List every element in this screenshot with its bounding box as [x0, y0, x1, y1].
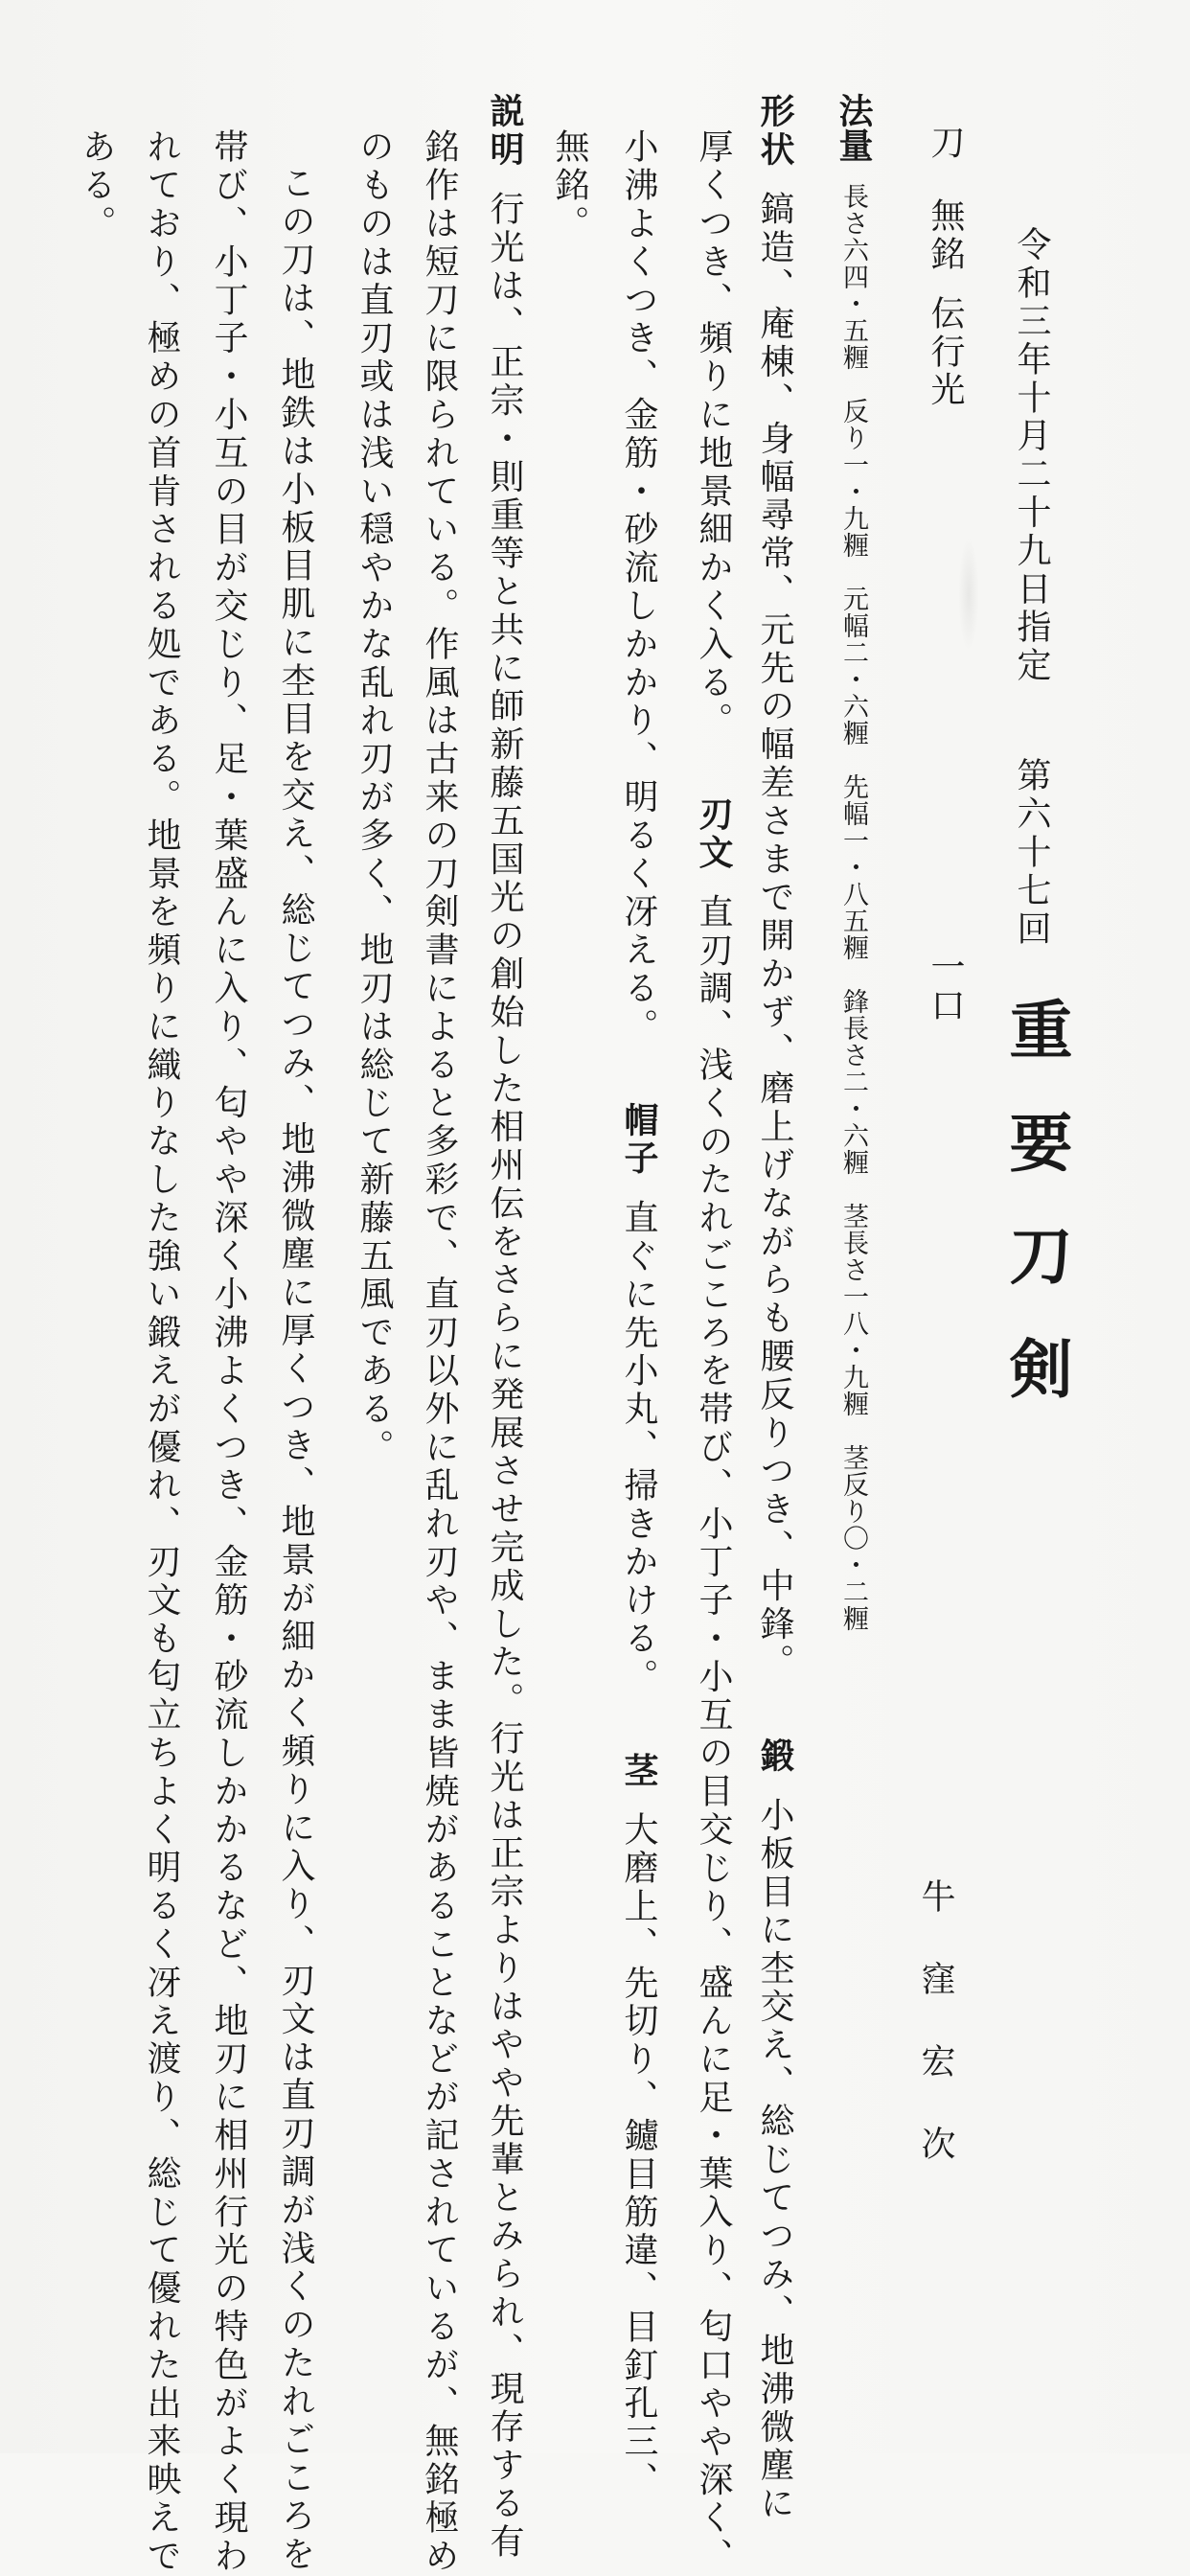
- item-inscription: 無銘: [926, 196, 965, 274]
- item-type: 刀: [926, 125, 965, 163]
- explanation-line-3: のものは直刃或は浅い穏やかな乱れ刃が多く、地刃は総じて新藤五風である。: [355, 128, 394, 1467]
- scan-smudge: [958, 537, 979, 652]
- kitae-text-2: 厚くつき、頻りに地景細かく入る。: [694, 128, 733, 741]
- explanation-p1-line1: 行光は、正宗・則重等と共に師新藤五国光の創始した相州伝をさらに発展させ完成した。行光は正宗よりはやや先輩とみられ、現存する有: [485, 190, 524, 2562]
- item-count: 一口: [926, 949, 965, 1025]
- measurements-label: 法量: [834, 93, 873, 162]
- shape-line-4: 無銘。: [550, 128, 589, 243]
- item-attribution: 伝行光: [926, 294, 965, 410]
- explanation-line-4: この刀は、地鉄は小板目肌に杢目を交え、総じてつみ、地沸微塵に厚くつき、地景が細かく頻りに入り、刃文は直刃調が浅くのたれごころを: [276, 165, 315, 2574]
- nakago-label: 茎: [619, 1752, 658, 1791]
- session-number: 第六十七回: [1012, 757, 1051, 949]
- explanation-line-1: [485, 93, 524, 2562]
- hamon-label: 刃文: [694, 795, 733, 873]
- explanation-line-2: 銘作は短刀に限られている。作風は古来の刀剣書によると多彩で、直刃以外に乱れ刃や、まま皆焼があることなどが記されているが、無銘極め: [420, 128, 459, 2576]
- explanation-line-7: ある。: [77, 128, 116, 243]
- shape-line-1: [755, 93, 794, 2523]
- kitae-text-1: 小板目に杢交え、総じてつみ、地沸微塵に: [755, 1796, 794, 2523]
- designation-date: 令和三年十月二十九日指定: [1012, 226, 1051, 685]
- shape-text: 鎬造、庵棟、身幅尋常、元先の幅差さまで開かず、磨上げながらも腰反りつき、中鋒。: [755, 190, 794, 1682]
- shape-line-2: [694, 128, 733, 2576]
- hamon-text-2: 小沸よくつき、金筋・砂流しかかり、明るく冴える。: [619, 128, 658, 1046]
- hamon-text-1: 直刃調、浅くのたれごころを帯び、小丁子・小互の目交じり、盛んに足・葉入り、匂口やや深く、: [694, 893, 733, 2576]
- measurements-text: 長さ六四・五糎 反り一・九糎 元幅二・六糎 先幅一・八五糎 鋒長さ二・六糎 茎長さ一八・九糎 茎反り〇・二糎: [838, 183, 868, 1632]
- kitae-label: 鍛: [755, 1736, 794, 1776]
- nakago-text-1: 大磨上、先切り、鑢目筋違、目釘孔三、: [619, 1811, 658, 2500]
- boshi-label: 帽子: [619, 1101, 658, 1179]
- item-name-line: [926, 125, 965, 410]
- page-title: 重要刀剣: [998, 997, 1073, 1449]
- shape-line-3: [619, 128, 658, 2500]
- author-name: 牛窪宏次: [916, 1878, 955, 2208]
- explanation-line-6: れており、極めの首肯される処である。地景を頻りに織りなした強い鍛えが優れ、刃文も匂立ちよく明るく冴え渡り、総じて優れた出来映えで: [142, 128, 181, 2576]
- explanation-line-5: 帯び、小丁子・小互の目が交じり、足・葉盛んに入り、匂やや深く小沸よくつき、金筋・砂流しかかるなど、地刃に相州行光の特色がよく現わ: [209, 128, 248, 2576]
- shape-label: 形状: [755, 93, 794, 170]
- boshi-text: 直ぐに先小丸、掃きかける。: [619, 1199, 658, 1697]
- explanation-label: 説明: [485, 93, 524, 170]
- measurements-line: [834, 93, 873, 1632]
